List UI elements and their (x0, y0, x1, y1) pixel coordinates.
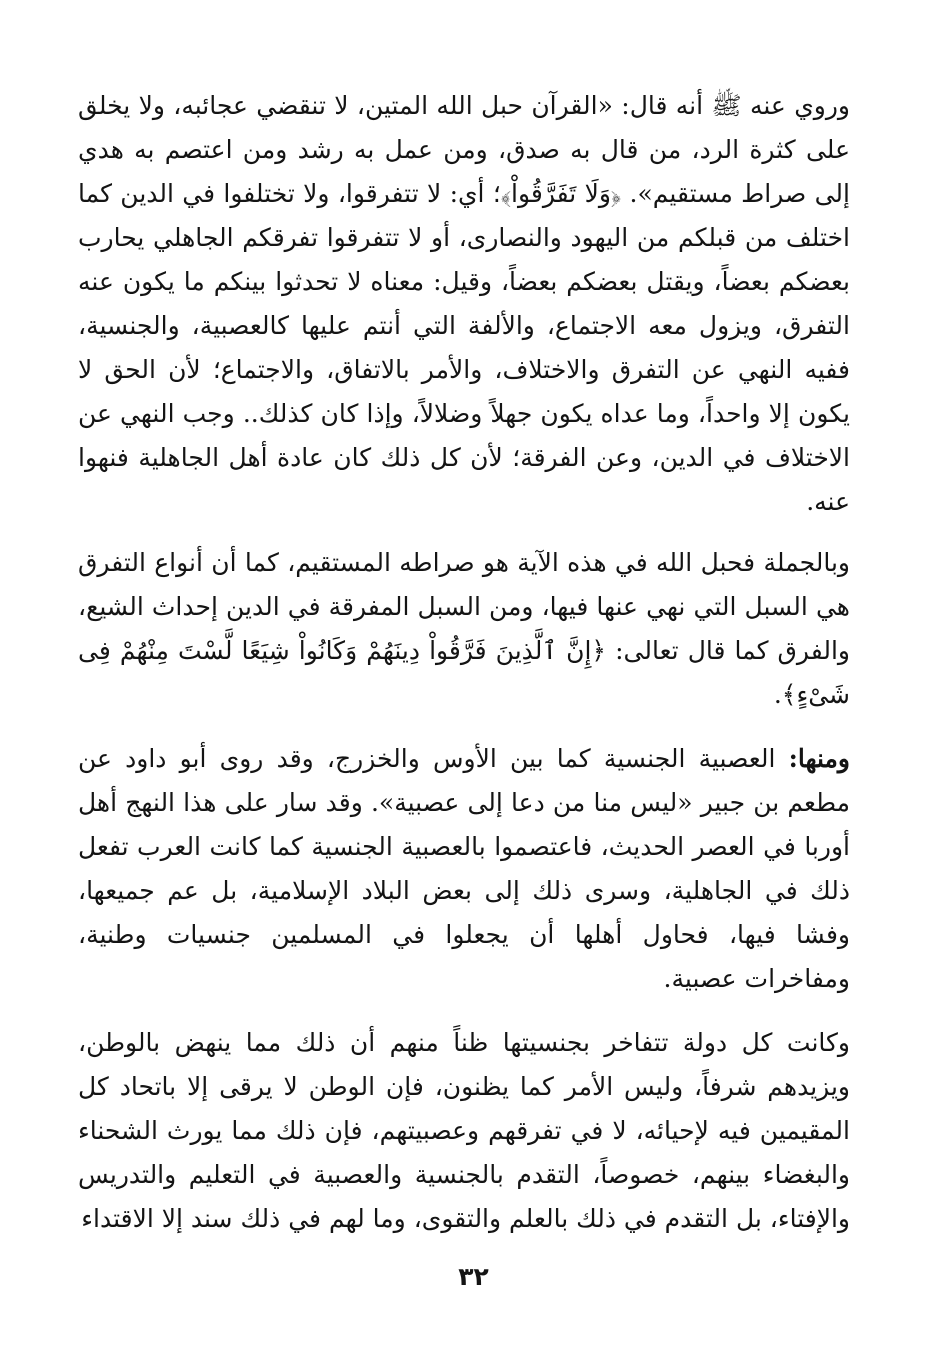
paragraph-3-body: العصبية الجنسية كما بين الأوس والخزرج، وقد روى أبو داود عن مطعم بن جبير «ليس منا من دعا إلى عصبية». وقد سار على هذا النهج أهل أوربا في العصر الحديث، فاعتصموا بالعصبية الجنسية كما كانت العرب تفعل ذلك في الجاهلية، وسرى ذلك إلى بعض البلاد الإسلامية، بل عم جميعها، وفشا فيها، فحاول أهلها أن يجعلوا في المسلمين جنسيات وطنية، ومفاخرات عصبية. (78, 744, 850, 993)
paragraph-3 (78, 737, 850, 1001)
paragraph-3-lead: ومنها: (788, 744, 850, 773)
paragraph-4: وكانت كل دولة تتفاخر بجنسيتها ظناً منهم أن ذلك مما ينهض بالوطن، ويزيدهم شرفاً، وليس الأمر كما يظنون، فإن الوطن لا يرقى إلا باتحاد كل المقيمين فيه لإحيائه، لا في تفرقهم وعصبيتهم، فإن ذلك مما يورث الشحناء والبغضاء بينهم، خصوصاً، التقدم بالجنسية والعصبية في التعليم والتدريس والإفتاء، بل التقدم في ذلك بالعلم والتقوى، وما لهم في ذلك سند إلا الاقتداء (78, 1028, 851, 1233)
page-number: ٣٢ (458, 1262, 489, 1291)
paragraph-1: وروي عنه ﷺ أنه قال: «القرآن حبل الله المتين، لا تنقضي عجائبه، ولا يخلق على كثرة الرد، من قال به صدق، ومن عمل به رشد ومن اعتصم به هدي إلى صراط مستقيم». ﴿وَلَا تَفَرَّقُواْ﴾؛ أي: لا تتفرقوا، ولا تختلفوا في الدين كما اختلف من قبلكم من اليهود والنصارى، أو لا تتفرقوا تفرقكم الجاهلي يحارب بعضكم بعضاً، ويقتل بعضكم بعضاً، وقيل: معناه لا تحدثوا بينكم ما يكون عنه التفرق، ويزول معه الاجتماع، والألفة التي أنتم عليها كالعصبية، والجنسية، ففيه النهي عن التفرق والاختلاف، والأمر بالاتفاق، والاجتماع؛ لأن الحق لا يكون إلا واحداً، وما عداه يكون جهلاً وضلالاً، وإذا كان كذلك.. وجب النهي عن الاختلاف في الدين، وعن الفرقة؛ لأن كل ذلك كان عادة أهل الجاهلية فنهوا عنه. (78, 91, 850, 516)
paragraph-2: وبالجملة فحبل الله في هذه الآية هو صراطه المستقيم، كما أن أنواع التفرق هي السبل التي نهي عنها فيها، ومن السبل المفرقة في الدين إحداث الشيع، والفرق كما قال تعالى: ﴿إِنَّ ٱلَّذِينَ فَرَّقُواْ دِينَهُمْ وَكَانُواْ شِيَعًا لَّسْتَ مِنْهُمْ فِى شَىْءٍ﴾. (78, 548, 850, 709)
